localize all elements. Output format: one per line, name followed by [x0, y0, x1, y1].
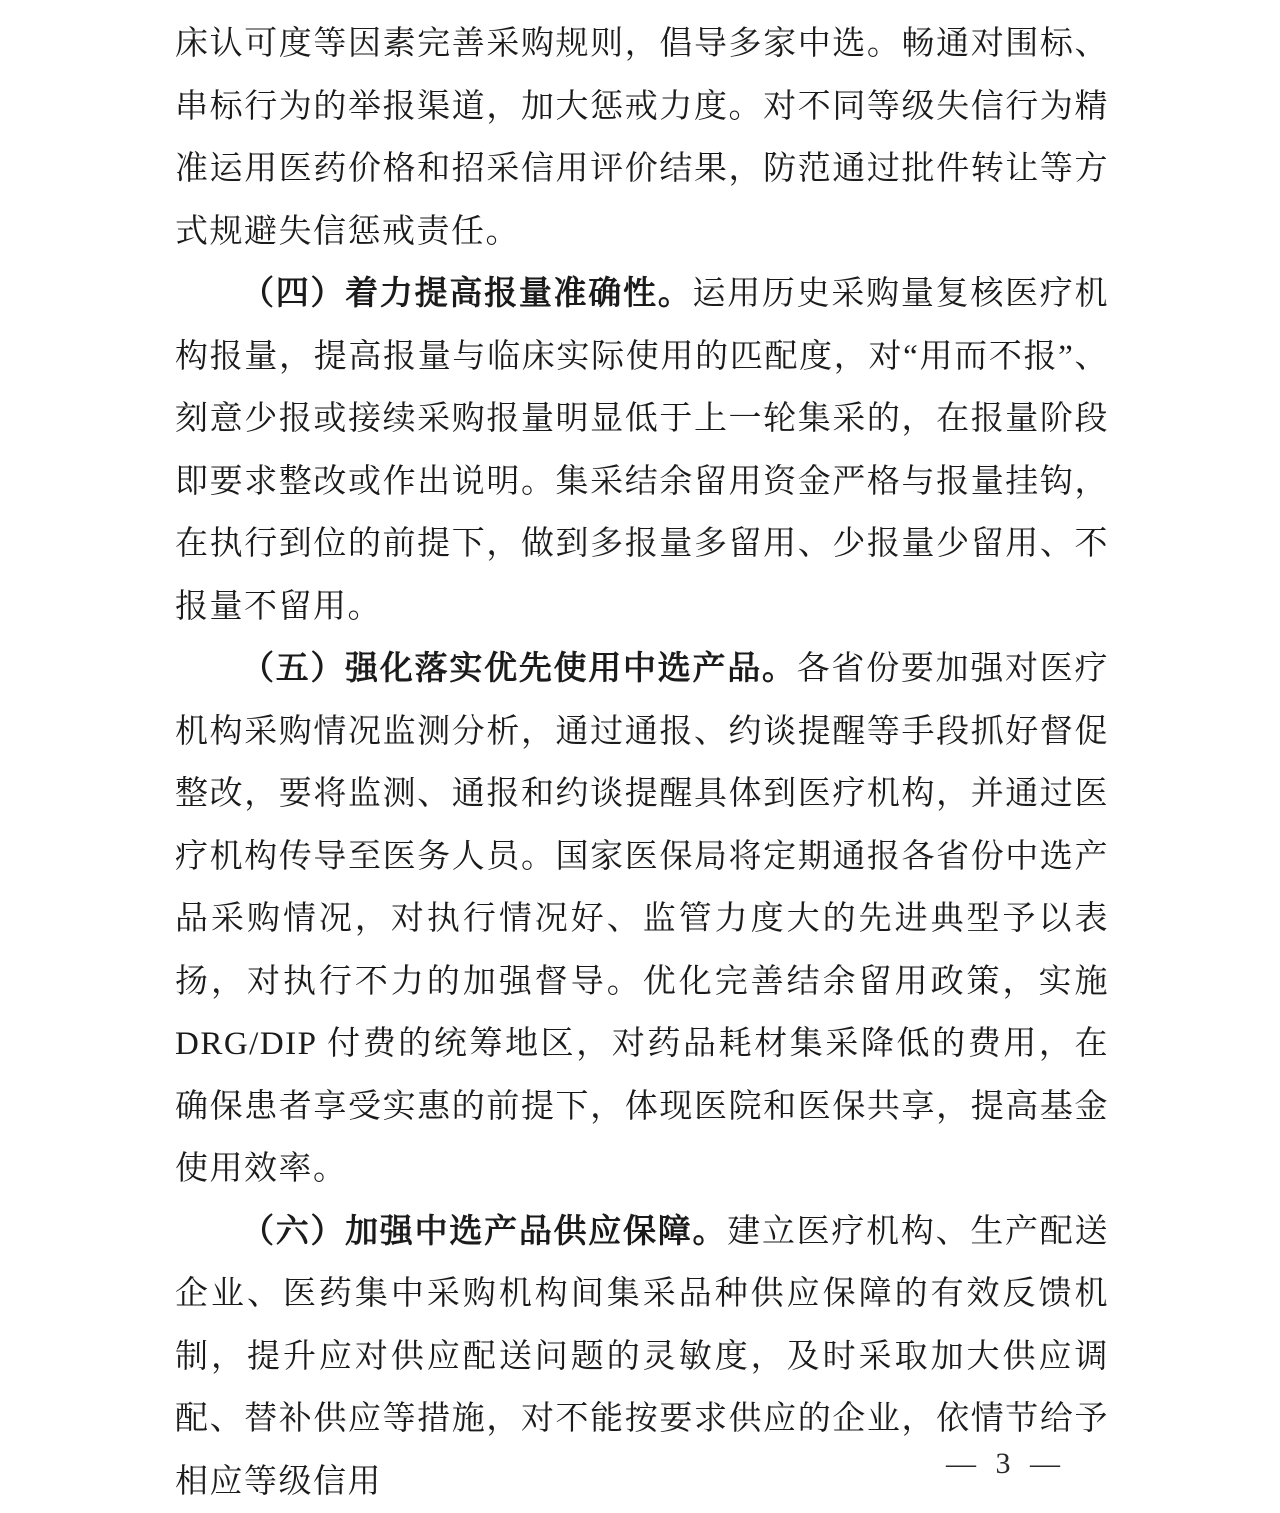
section-heading: （五）强化落实优先使用中选产品。: [241, 651, 797, 687]
paragraph-section-5: [175, 638, 1109, 1201]
paragraph-text: 各省份要加强对医疗机构采购情况监测分析，通过通报、约谈提醒等手段抓好督促整改，要将监测、通报和约谈提醒具体到医疗机构，并通过医疗机构传导至医务人员。国家医保局将定期通报各省份中选产品采购情况，对执行情况好、监管力度大的先进典型予以表扬，对执行不力的加强督导。优化完善结余留用政策，实施 DRG/DIP 付费的统筹地区，对药品耗材集采降低的费用，在确保患者享受实惠的前提下，体现医院和医保共享，提高基金使用效率。: [175, 651, 1109, 1187]
paragraph-continuation: [175, 13, 1109, 263]
page-number: — 3 —: [946, 1444, 1066, 1484]
paragraph-text: 床认可度等因素完善采购规则，倡导多家中选。畅通对围标、串标行为的举报渠道，加大惩戒力度。对不同等级失信行为精准运用医药价格和招采信用评价结果，防范通过批件转让等方式规避失信惩戒责任。: [175, 26, 1109, 250]
paragraph-text: 运用历史采购量复核医疗机构报量，提高报量与临床实际使用的匹配度，对“用而不报”、刻意少报或接续采购报量明显低于上一轮集采的，在报量阶段即要求整改或作出说明。集采结余留用资金严格与报量挂钩，在执行到位的前提下，做到多报量多留用、少报量少留用、不报量不留用。: [175, 276, 1109, 625]
section-heading: （四）着力提高报量准确性。: [241, 276, 692, 312]
section-heading: （六）加强中选产品供应保障。: [241, 1214, 727, 1250]
paragraph-text: 建立医疗机构、生产配送企业、医药集中采购机构间集采品种供应保障的有效反馈机制，提升应对供应配送问题的灵敏度，及时采取加大供应调配、替补供应等措施，对不能按要求供应的企业，依情节给予相应等级信用: [175, 1214, 1109, 1500]
paragraph-section-4: [175, 263, 1109, 638]
document-body: [175, 13, 1109, 1513]
